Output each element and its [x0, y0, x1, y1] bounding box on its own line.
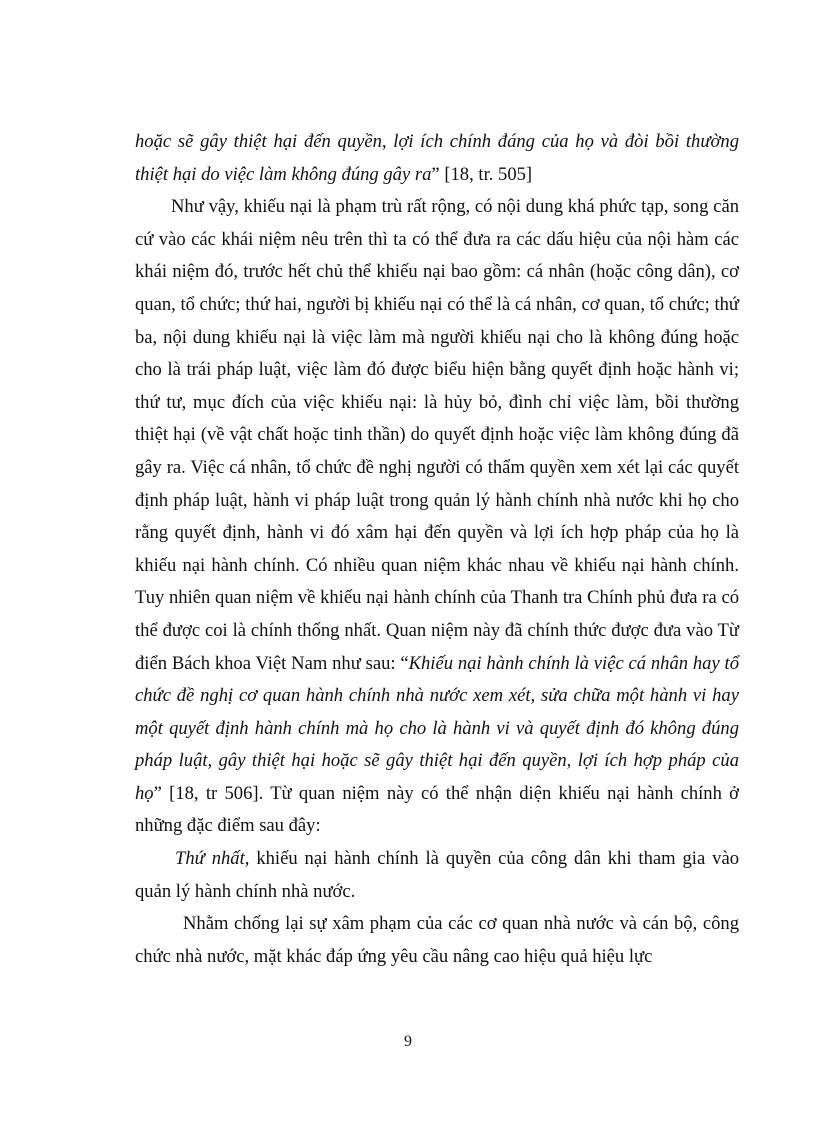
italic-quote: Khiếu nại hành chính là việc cá nhân hay tổ chức đề nghị cơ quan hành chính nhà nước xem xét, sửa chữa một hành vi hay một quyết định hành chính mà họ cho là hành vi và quyết định đó không đúng pháp luật, gây thiệt hại hoặc sẽ gây thiệt hại đến quyền, lợi ích hợp pháp của họ — [135, 652, 739, 804]
italic-quote: hoặc sẽ gây thiệt hại đến quyền, lợi ích chính đáng của họ và đòi bồi thường thiệt hại do việc làm không đúng gây ra — [135, 131, 739, 185]
paragraph-purpose — [135, 908, 739, 973]
document-body — [135, 126, 739, 973]
paragraph-text: khiếu nại hành chính là quyền của công dân khi tham gia vào quản lý hành chính nhà nước. — [135, 848, 739, 902]
paragraph-complaint-definition — [135, 191, 739, 843]
italic-lead: Thứ nhất, — [175, 848, 250, 870]
paragraph-first-characteristic — [135, 843, 739, 908]
paragraph-text: ” [18, tr 506]. Từ quan niệm này có thể nhận diện khiếu nại hành chính ở những đặc điểm sau đây: — [135, 782, 739, 837]
paragraph-text: Nhằm chống lại sự xâm phạm của các cơ quan nhà nước và cán bộ, công chức nhà nước, mặt khác đáp ứng yêu cầu nâng cao hiệu quả hiệu lực — [135, 913, 739, 967]
page-number: 9 — [404, 1033, 412, 1050]
paragraph-quote-continuation — [135, 126, 739, 191]
paragraph-text: Như vậy, khiếu nại là phạm trù rất rộng, có nội dung khá phức tạp, song căn cứ vào các khái niệm nêu trên thì ta có thể đưa ra các dấu hiệu của nội hàm các khái niệm đó, trước hết chủ thể khiếu nại bao gồm: cá nhân (hoặc công dân), cơ quan, tổ chức; thứ hai, người bị khiếu nại có thể là cá nhân, cơ quan, tổ chức; thứ ba, nội dung khiếu nại là việc làm mà người khiếu nại cho là không đúng hoặc cho là trái pháp luật, việc làm đó được biểu hiện bằng quyết định hoặc hành vi; thứ tư, mục đích của việc khiếu nại: là hủy bỏ, đình chỉ việc làm, bồi thường thiệt hại (về vật chất hoặc tinh thần) do quyết định hoặc việc làm không đúng đã gây ra. Việc cá nhân, tổ chức đề nghị người có thẩm quyền xem xét lại các quyết định pháp luật, hành vi pháp luật trong quản lý hành chính nhà nước khi họ cho rằng quyết định, hành vi đó xâm hại đến quyền và lợi ích hợp pháp của họ là khiếu nại hành chính. Có nhiều quan niệm khác nhau về khiếu nại hành chính. Tuy nhiên quan niệm về khiếu nại hành chính của Thanh tra Chính phủ đưa ra có thể được coi là chính thống nhất. Quan niệm này đã chính thức được đưa vào Từ điển Bách khoa Việt Nam như sau: “ — [135, 196, 739, 674]
citation: ” [18, tr. 505] — [431, 163, 533, 185]
